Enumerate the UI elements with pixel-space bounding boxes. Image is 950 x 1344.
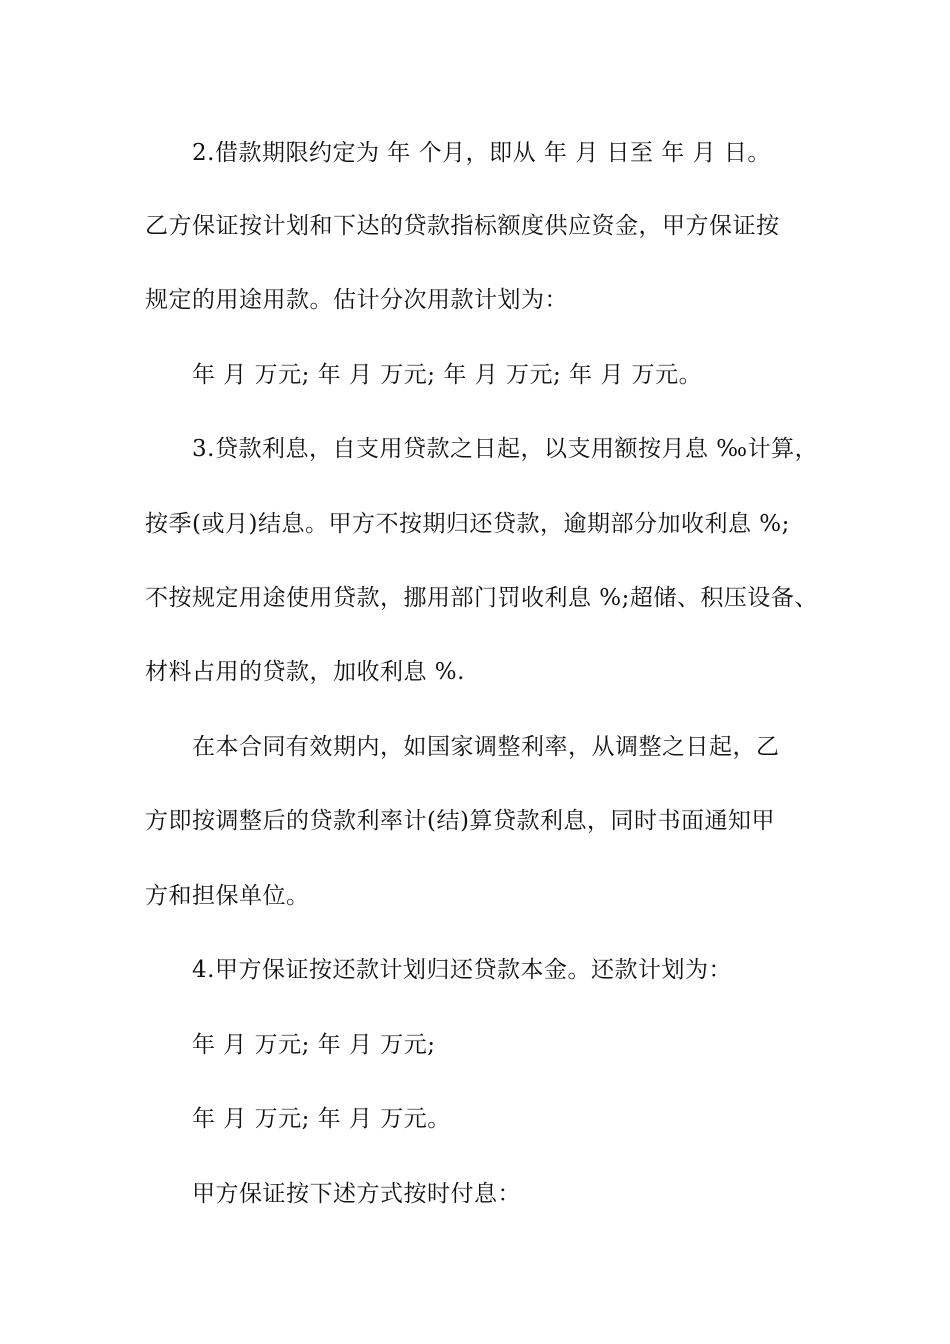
paragraph-interest: 3.贷款利息，自支用贷款之日起，以支用额按月息 ‰计算，	[192, 436, 819, 462]
paragraph-line: 方即按调整后的贷款利率计(结)算贷款利息，同时书面通知甲	[145, 808, 775, 834]
paragraph-line: 方和担保单位。	[145, 883, 310, 909]
paragraph-repayment: 4.甲方保证按还款计划归还贷款本金。还款计划为：	[192, 957, 732, 983]
usage-plan-line: 年 月 万元; 年 月 万元; 年 月 万元; 年 月 万元。	[192, 362, 703, 388]
repayment-plan-line: 年 月 万元; 年 月 万元。	[192, 1106, 451, 1132]
repayment-plan-line: 年 月 万元; 年 月 万元;	[192, 1032, 436, 1058]
paragraph-loan-term: 2.借款期限约定为 年 个月，即从 年 月 日至 年 月 日。	[192, 140, 771, 166]
paragraph-line: 材料占用的贷款，加收利息 %.	[145, 659, 465, 685]
paragraph-line: 乙方保证按计划和下达的贷款指标额度供应资金，甲方保证按	[145, 213, 780, 239]
paragraph-line: 不按规定用途使用贷款，挪用部门罚收利息 %;超储、积压设备、	[145, 585, 818, 611]
paragraph-rate-adjustment: 在本合同有效期内，如国家调整利率，从调整之日起，乙	[192, 734, 780, 760]
paragraph-interest-payment: 甲方保证按下述方式按时付息：	[192, 1181, 521, 1207]
paragraph-line: 按季(或月)结息。甲方不按期归还贷款，逾期部分加收利息 %;	[145, 511, 790, 537]
paragraph-line: 规定的用途用款。估计分次用款计划为：	[145, 287, 568, 313]
